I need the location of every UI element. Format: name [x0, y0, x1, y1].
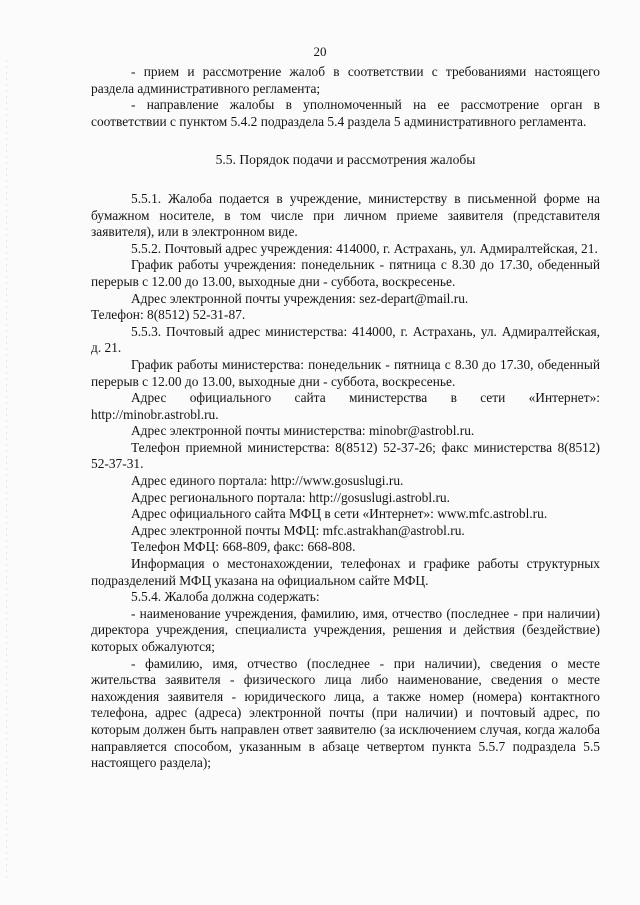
paragraph-complaint-item-1: - наименование учреждения, фамилию, имя, отчество (последнее - при наличии) директора учреждения, специалиста учреждения, решения и действия (бездействие) которых обжалуются; — [91, 605, 600, 654]
paragraph-5-5-4: 5.5.4. Жалоба должна содержать: — [131, 589, 320, 605]
page-number: 20 — [313, 44, 327, 59]
paragraph-schedule-ministry: График работы министерства: понедельник - пятница с 8.30 до 17.30, обеденный перерыв с 12.00 до 13.00, выходные дни - суббота, воскресенье. — [91, 356, 600, 389]
paragraph-phone-institution: Телефон: 8(8512) 52-31-87. — [91, 307, 246, 323]
document-body — [91, 64, 600, 772]
paragraph-site-mfc: Адрес официального сайта МФЦ в сети «Интернет»: www.mfc.astrobl.ru. — [131, 506, 548, 522]
paragraph-5-5-3: 5.5.3. Почтовый адрес министерства: 414000, г. Астрахань, ул. Адмиралтейская, д. 21. — [91, 323, 600, 356]
paragraph-5-5-1: 5.5.1. Жалоба подается в учреждение, министерству в письменной форме на бумажном носителе, в том числе при личном приеме заявителя (представителя заявителя), или в электронном виде. — [91, 190, 600, 240]
paragraph-email-ministry: Адрес электронной почты министерства: minobr@astrobl.ru. — [131, 423, 475, 439]
paragraph-single-portal: Адрес единого портала: http://www.gosuslugi.ru. — [131, 473, 404, 489]
paragraph-info-mfc: Информация о местонахождении, телефонах и графике работы структурных подразделений МФЦ указана на официальном сайте МФЦ. — [91, 556, 600, 588]
paragraph-phone-ministry: Телефон приемной министерства: 8(8512) 52-37-26; факс министерства 8(8512) 52-37-31. — [91, 439, 600, 472]
paragraph-email-mfc: Адрес электронной почты МФЦ: mfc.astrakhan@astrobl.ru. — [131, 522, 465, 538]
scan-edge-mark — [6, 60, 7, 880]
paragraph-email-institution: Адрес электронной почты учреждения: sez-depart@mail.ru. — [131, 290, 469, 306]
paragraph-phone-mfc: Телефон МФЦ: 668-809, факс: 668-808. — [131, 539, 356, 555]
paragraph-top-2: - направление жалобы в уполномоченный на ее рассмотрение орган в соответствии с пунктом 5.4.2 подраздела 5.4 раздела 5 административного регламента. — [91, 97, 600, 129]
paragraph-complaint-item-2: - фамилию, имя, отчество (последнее - при наличии), сведения о месте жительства заявителя - физического лица либо наименование, сведения о месте нахождения заявителя - юридического лица, а также номер (номера) контактного телефона, адрес (адреса) электронной почты (при наличии) и почтовый адрес, по которым должен быть направлен ответ заявителю (за исключением случая, когда жалоба направляется способом, указанным в абзаце четвертом пункта 5.5.7 подраздела 5.5 настоящего раздела); — [91, 655, 600, 771]
paragraph-top-1: - прием и рассмотрение жалоб в соответствии с требованиями настоящего раздела административного регламента; — [91, 64, 600, 96]
paragraph-site-ministry: Адрес официального сайта министерства в сети «Интернет»: http://minobr.astrobl.ru. — [91, 390, 600, 422]
section-title: 5.5. Порядок подачи и рассмотрения жалобы — [215, 152, 476, 168]
paragraph-regional-portal: Адрес регионального портала: http://gosuslugi.astrobl.ru. — [131, 489, 450, 505]
paragraph-5-5-2: 5.5.2. Почтовый адрес учреждения: 414000, г. Астрахань, ул. Адмиралтейская, 21. — [131, 240, 598, 256]
paragraph-schedule-institution: График работы учреждения: понедельник - пятница с 8.30 до 17.30, обеденный перерыв с 12.00 до 13.00, выходные дни - суббота, воскресенье. — [91, 257, 600, 289]
